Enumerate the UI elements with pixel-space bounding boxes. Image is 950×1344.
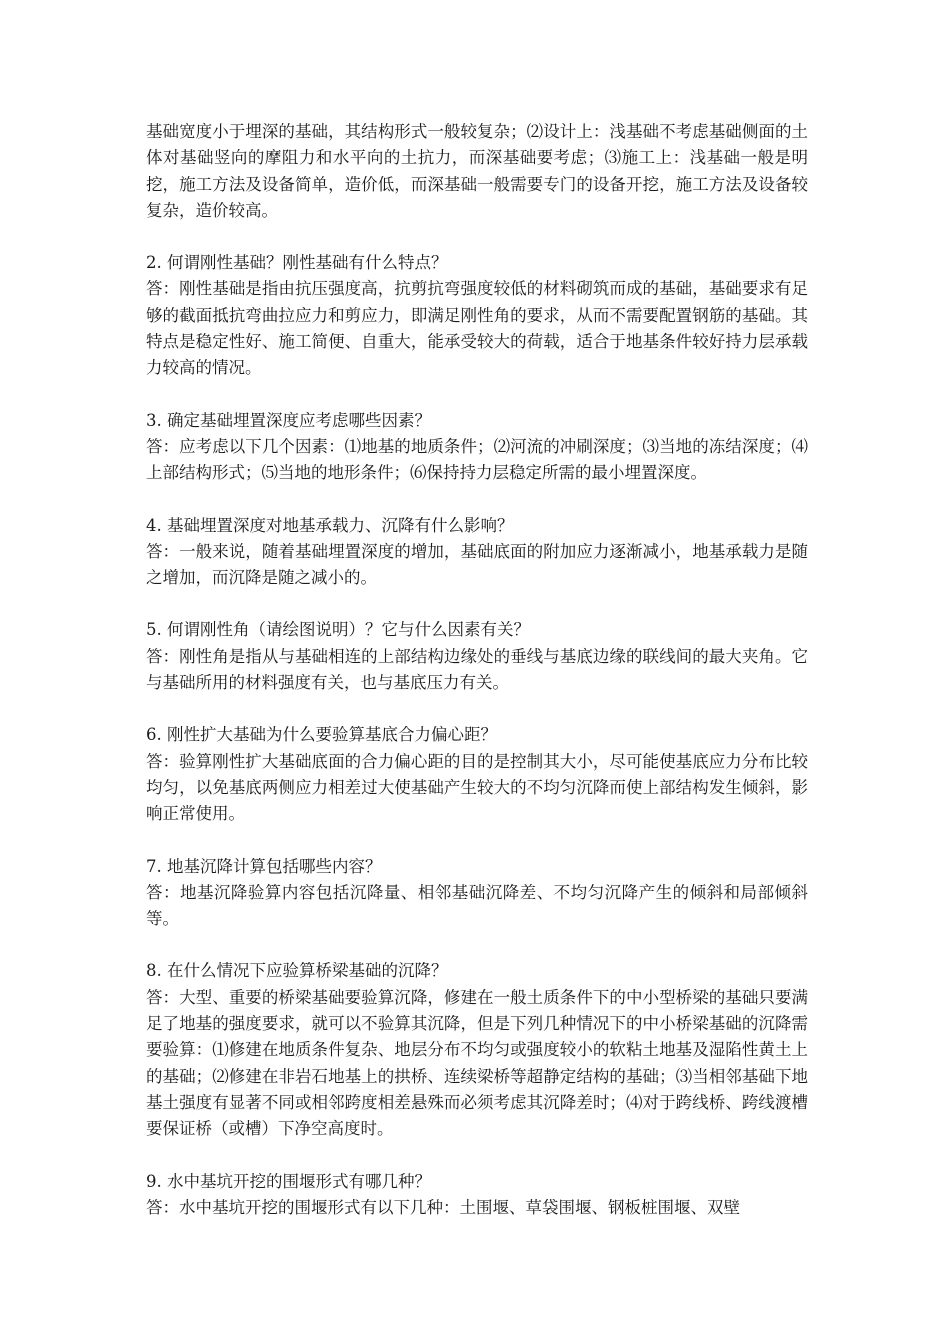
question-2: 2. 何谓刚性基础？刚性基础有什么特点？ — [146, 253, 448, 273]
question-4: 4. 基础埋置深度对地基承载力、沉降有什么影响？ — [146, 515, 514, 535]
answer-5: 答：刚性角是指从与基础相连的上部结构边缘处的垂线与基底边缘的联线间的最大夹角。它与基础所用的材料强度有关，也与基底压力有关。 — [146, 646, 808, 693]
qa-item-5 — [146, 617, 808, 696]
qa-item-7 — [146, 854, 808, 933]
answer-7: 答：地基沉降验算内容包括沉降量、相邻基础沉降差、不均匀沉降产生的倾斜和局部倾斜等。 — [146, 882, 808, 929]
question-8: 8. 在什么情况下应验算桥梁基础的沉降？ — [146, 961, 448, 981]
question-9: 9. 水中基坑开挖的围堰形式有哪几种？ — [146, 1171, 431, 1191]
qa-item-4 — [146, 513, 808, 592]
answer-3: 答：应考虑以下几个因素：⑴地基的地质条件；⑵河流的冲刷深度；⑶当地的冻结深度；⑷上部结构形式；⑸当地的地形条件；⑹保持持力层稳定所需的最小埋置深度。 — [146, 436, 808, 483]
qa-item-2 — [146, 250, 808, 381]
question-5: 5. 何谓刚性角（请绘图说明）？它与什么因素有关？ — [146, 620, 530, 640]
intro-paragraph: 基础宽度小于埋深的基础，其结构形式一般较复杂；⑵设计上：浅基础不考虑基础侧面的土体对基础竖向的摩阻力和水平向的土抗力，而深基础要考虑；⑶施工上：浅基础一般是明挖，施工方法及设备简单，造价低，而深基础一般需要专门的设备开挖，施工方法及设备较复杂，造价较高。 — [146, 122, 808, 220]
question-6: 6. 刚性扩大基础为什么要验算基底合力偏心距？ — [146, 725, 497, 745]
answer-6: 答：验算刚性扩大基础底面的合力偏心距的目的是控制其大小，尽可能使基底应力分布比较均匀，以免基底两侧应力相差过大使基础产生较大的不均匀沉降而使上部结构发生倾斜，影响正常使用。 — [146, 751, 808, 824]
answer-2: 答：刚性基础是指由抗压强度高，抗剪抗弯强度较低的材料砌筑而成的基础，基础要求有足够的截面抵抗弯曲拉应力和剪应力，即满足刚性角的要求，从而不需要配置钢筋的基础。其特点是稳定性好、施工简便、自重大，能承受较大的荷载，适合于地基条件较好持力层承载力较高的情况。 — [146, 279, 808, 378]
answer-4: 答：一般来说，随着基础埋置深度的增加，基础底面的附加应力逐渐减小，地基承载力是随之增加，而沉降是随之减小的。 — [146, 541, 808, 588]
answer-8: 答：大型、重要的桥梁基础要验算沉降，修建在一般土质条件下的中小型桥梁的基础只要满足了地基的强度要求，就可以不验算其沉降，但是下列几种情况下的中小桥梁基础的沉降需要验算：⑴修建在地质条件复杂、地层分布不均匀或强度较小的软粘土地基及湿陷性黄土上的基础；⑵修建在非岩石地基上的拱桥、连续梁桥等超静定结构的基础；⑶当相邻基础下地基土强度有显著不同或相邻跨度相差悬殊而必须考虑其沉降差时；⑷对于跨线桥、跨线渡槽要保证桥（或槽）下净空高度时。 — [146, 987, 808, 1139]
qa-item-6 — [146, 722, 808, 827]
question-3: 3. 确定基础埋置深度应考虑哪些因素？ — [146, 410, 431, 430]
question-7: 7. 地基沉降计算包括哪些内容？ — [146, 856, 382, 876]
qa-item-8 — [146, 958, 808, 1142]
qa-item-3 — [146, 408, 808, 487]
answer-9: 答：水中基坑开挖的围堰形式有以下几种：土围堰、草袋围堰、钢板桩围堰、双壁 — [146, 1197, 740, 1217]
qa-item-9 — [146, 1169, 808, 1222]
document-page — [146, 119, 808, 1221]
